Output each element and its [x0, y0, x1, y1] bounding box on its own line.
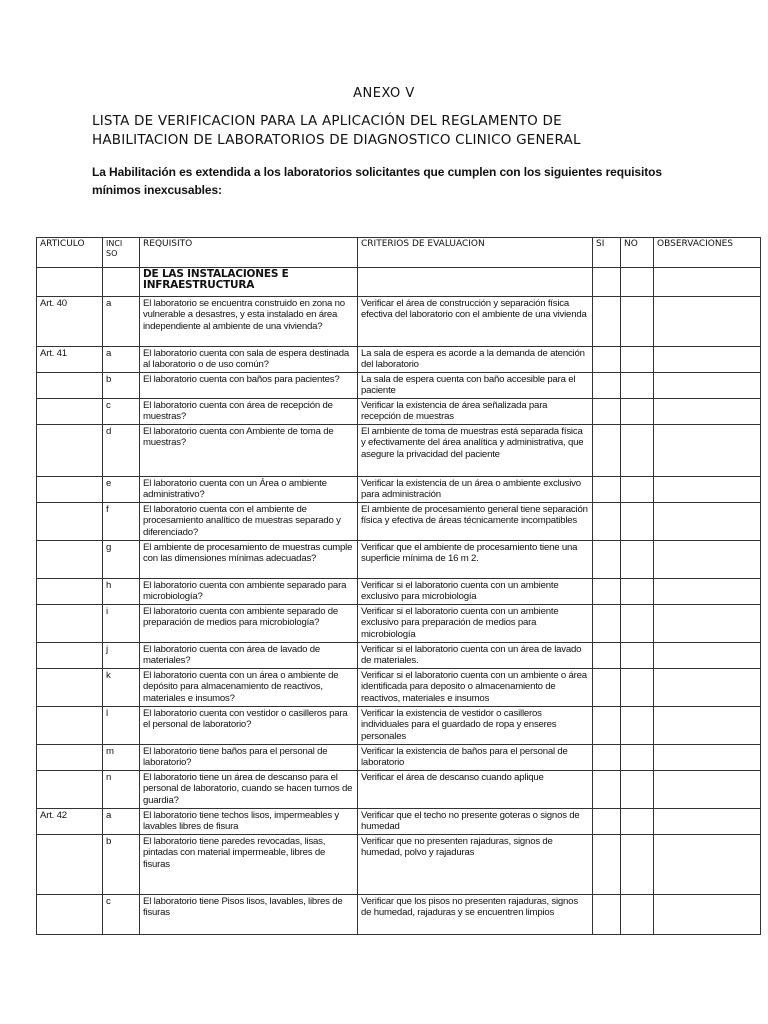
inciso-cell: a [103, 347, 140, 373]
section-empty-cell [593, 268, 621, 297]
observaciones-cell[interactable] [654, 297, 761, 347]
article-cell [37, 771, 103, 809]
section-empty-cell [654, 268, 761, 297]
title-line-1: LISTA DE VERIFICACION PARA LA APLICACIÓN DEL REGLAMENTO DE [92, 113, 562, 129]
requisito-cell: El laboratorio cuenta con baños para pacientes? [140, 373, 358, 399]
table-row [37, 503, 761, 541]
si-cell[interactable] [593, 373, 621, 399]
table-row [37, 347, 761, 373]
si-cell[interactable] [593, 425, 621, 477]
no-cell[interactable] [621, 669, 654, 707]
criterio-cell: La sala de espera cuenta con baño accesible para el paciente [358, 373, 593, 399]
article-cell [37, 669, 103, 707]
table-row [37, 669, 761, 707]
intro-paragraph: La Habilitación es extendida a los laboratorios solicitantes que cumplen con los siguientes requisitos mínimos inexcusables: [92, 165, 662, 197]
table-header-row [37, 238, 761, 268]
observaciones-cell[interactable] [654, 399, 761, 425]
criterio-cell: Verificar si el laboratorio cuenta con un área de lavado de materiales. [358, 643, 593, 669]
criterio-cell: Verificar el área de construcción y separación física efectiva del laboratorio con el ambiente de una vivienda [358, 297, 593, 347]
header-observaciones: OBSERVACIONES [654, 238, 761, 268]
criterio-cell: Verificar si el laboratorio cuenta con un ambiente o área identificada para deposito o almacenamiento de reactivos, materiales e insumos [358, 669, 593, 707]
no-cell[interactable] [621, 771, 654, 809]
section-empty-cell [358, 268, 593, 297]
no-cell[interactable] [621, 707, 654, 745]
observaciones-cell[interactable] [654, 477, 761, 503]
verification-table [36, 237, 761, 935]
inciso-cell: m [103, 745, 140, 771]
criterio-cell: Verificar si el laboratorio cuenta con un ambiente exclusivo para microbiología [358, 579, 593, 605]
inciso-cell: c [103, 895, 140, 935]
inciso-cell: j [103, 643, 140, 669]
table-row [37, 541, 761, 579]
si-cell[interactable] [593, 771, 621, 809]
no-cell[interactable] [621, 605, 654, 643]
si-cell[interactable] [593, 895, 621, 935]
no-cell[interactable] [621, 745, 654, 771]
inciso-cell: l [103, 707, 140, 745]
article-cell [37, 707, 103, 745]
table-row [37, 425, 761, 477]
observaciones-cell[interactable] [654, 579, 761, 605]
no-cell[interactable] [621, 297, 654, 347]
article-cell [37, 541, 103, 579]
inciso-cell: k [103, 669, 140, 707]
criterio-cell: La sala de espera es acorde a la demanda de atención del laboratorio [358, 347, 593, 373]
header-requisito: REQUISITO [140, 238, 358, 268]
observaciones-cell[interactable] [654, 643, 761, 669]
observaciones-cell[interactable] [654, 373, 761, 399]
criterio-cell: Verificar que el techo no presente goteras o signos de humedad [358, 809, 593, 835]
article-cell [37, 425, 103, 477]
requisito-cell: El ambiente de procesamiento de muestras cumple con las dimensiones mínimas adecuadas? [140, 541, 358, 579]
header-no: NO [621, 238, 654, 268]
requisito-cell: El laboratorio se encuentra construido en zona no vulnerable a desastres, y esta instalado en área independiente al ambiente de una vivienda? [140, 297, 358, 347]
si-cell[interactable] [593, 541, 621, 579]
criterio-cell: Verificar la existencia de área señalizada para recepción de muestras [358, 399, 593, 425]
si-cell[interactable] [593, 707, 621, 745]
article-cell [37, 895, 103, 935]
requisito-cell: El laboratorio tiene paredes revocadas, lisas, pintadas con material impermeable, libres de fisuras [140, 835, 358, 895]
header-articulo: ARTICULO [37, 238, 103, 268]
inciso-cell: h [103, 579, 140, 605]
si-cell[interactable] [593, 399, 621, 425]
requisito-cell: El laboratorio tiene un área de descanso para el personal de laboratorio, cuando se hacen turnos de guardia? [140, 771, 358, 809]
article-cell [37, 579, 103, 605]
observaciones-cell[interactable] [654, 895, 761, 935]
annex-title: ANEXO V [353, 86, 415, 101]
article-cell: Art. 40 [37, 297, 103, 347]
criterio-cell: Verificar la existencia de un área o ambiente exclusivo para administración [358, 477, 593, 503]
requisito-cell: El laboratorio cuenta con área de lavado de materiales? [140, 643, 358, 669]
inciso-cell: e [103, 477, 140, 503]
table-row [37, 707, 761, 745]
article-cell: Art. 41 [37, 347, 103, 373]
inciso-cell: a [103, 297, 140, 347]
observaciones-cell[interactable] [654, 771, 761, 809]
article-cell [37, 605, 103, 643]
requisito-cell: El laboratorio cuenta con ambiente separado de preparación de medios para microbiología? [140, 605, 358, 643]
criterio-cell: Verificar que los pisos no presenten rajaduras, signos de humedad, rajaduras y se encuentren limpios [358, 895, 593, 935]
table-row [37, 477, 761, 503]
inciso-cell: n [103, 771, 140, 809]
criterio-cell: Verificar la existencia de baños para el personal de laboratorio [358, 745, 593, 771]
requisito-cell: El laboratorio cuenta con Ambiente de toma de muestras? [140, 425, 358, 477]
article-cell: Art. 42 [37, 809, 103, 835]
observaciones-cell[interactable] [654, 347, 761, 373]
requisito-cell: El laboratorio cuenta con sala de espera destinada al laboratorio o de uso común? [140, 347, 358, 373]
no-cell[interactable] [621, 643, 654, 669]
si-cell[interactable] [593, 347, 621, 373]
no-cell[interactable] [621, 809, 654, 835]
requisito-cell: El laboratorio tiene baños para el personal de laboratorio? [140, 745, 358, 771]
table-row [37, 835, 761, 895]
si-cell[interactable] [593, 809, 621, 835]
article-cell [37, 643, 103, 669]
requisito-cell: El laboratorio cuenta con vestidor o casilleros para el personal de laboratorio? [140, 707, 358, 745]
table-row [37, 809, 761, 835]
section-empty-cell [103, 268, 140, 297]
no-cell[interactable] [621, 503, 654, 541]
criterio-cell: Verificar la existencia de vestidor o casilleros individuales para el guardado de ropa y enseres personales [358, 707, 593, 745]
article-cell [37, 477, 103, 503]
no-cell[interactable] [621, 399, 654, 425]
observaciones-cell[interactable] [654, 809, 761, 835]
no-cell[interactable] [621, 425, 654, 477]
criterio-cell: El ambiente de toma de muestras está separada física y efectivamente del área analítica y administrativa, que asegure la privacidad del paciente [358, 425, 593, 477]
inciso-cell: a [103, 809, 140, 835]
inciso-cell: c [103, 399, 140, 425]
requisito-cell: El laboratorio tiene Pisos lisos, lavables, libres de fisuras [140, 895, 358, 935]
observaciones-cell[interactable] [654, 835, 761, 895]
si-cell[interactable] [593, 745, 621, 771]
table-row [37, 771, 761, 809]
inciso-cell: b [103, 835, 140, 895]
si-cell[interactable] [593, 605, 621, 643]
requisito-cell: El laboratorio cuenta con un área o ambiente de depósito para almacenamiento de reactivos, materiales e insumos? [140, 669, 358, 707]
inciso-cell: b [103, 373, 140, 399]
article-cell [37, 835, 103, 895]
no-cell[interactable] [621, 541, 654, 579]
observaciones-cell[interactable] [654, 605, 761, 643]
title-line-2: HABILITACION DE LABORATORIOS DE DIAGNOSTICO CLINICO GENERAL [92, 132, 581, 148]
criterio-cell: El ambiente de procesamiento general tiene separación física y efectiva de áreas técnicamente incompatibles [358, 503, 593, 541]
observaciones-cell[interactable] [654, 425, 761, 477]
requisito-cell: El laboratorio cuenta con área de recepción de muestras? [140, 399, 358, 425]
observaciones-cell[interactable] [654, 745, 761, 771]
requisito-cell: El laboratorio cuenta con un Área o ambiente administrativo? [140, 477, 358, 503]
inciso-cell: d [103, 425, 140, 477]
requisito-cell: El laboratorio cuenta con ambiente separado para microbiología? [140, 579, 358, 605]
criterio-cell: Verificar si el laboratorio cuenta con un ambiente exclusivo para preparación de medios para microbiología [358, 605, 593, 643]
section-empty-cell [37, 268, 103, 297]
header-criterios: CRITERIOS DE EVALUACION [358, 238, 593, 268]
article-cell [37, 373, 103, 399]
table-row [37, 895, 761, 935]
criterio-cell: Verificar el área de descanso cuando aplique [358, 771, 593, 809]
no-cell[interactable] [621, 477, 654, 503]
inciso-cell: i [103, 605, 140, 643]
table-row [37, 373, 761, 399]
section-row [37, 268, 761, 297]
table-row [37, 745, 761, 771]
no-cell[interactable] [621, 835, 654, 895]
section-title: DE LAS INSTALACIONES E INFRAESTRUCTURA [140, 268, 358, 297]
no-cell[interactable] [621, 579, 654, 605]
observaciones-cell[interactable] [654, 707, 761, 745]
si-cell[interactable] [593, 579, 621, 605]
si-cell[interactable] [593, 297, 621, 347]
si-cell[interactable] [593, 669, 621, 707]
no-cell[interactable] [621, 373, 654, 399]
no-cell[interactable] [621, 895, 654, 935]
article-cell [37, 399, 103, 425]
si-cell[interactable] [593, 643, 621, 669]
si-cell[interactable] [593, 835, 621, 895]
inciso-cell: g [103, 541, 140, 579]
table-row [37, 297, 761, 347]
document-title [92, 112, 581, 150]
requisito-cell: El laboratorio cuenta con el ambiente de procesamiento analítico de muestras separado y diferenciado? [140, 503, 358, 541]
si-cell[interactable] [593, 503, 621, 541]
requisito-cell: El laboratorio tiene techos lisos, impermeables y lavables libres de fisura [140, 809, 358, 835]
header-si: SI [593, 238, 621, 268]
inciso-cell: f [103, 503, 140, 541]
criterio-cell: Verificar que el ambiente de procesamiento tiene una superficie mínima de 16 m 2. [358, 541, 593, 579]
article-cell [37, 503, 103, 541]
no-cell[interactable] [621, 347, 654, 373]
table-body [37, 268, 761, 935]
observaciones-cell[interactable] [654, 503, 761, 541]
si-cell[interactable] [593, 477, 621, 503]
section-empty-cell [621, 268, 654, 297]
table-row [37, 605, 761, 643]
table-row [37, 643, 761, 669]
observaciones-cell[interactable] [654, 669, 761, 707]
observaciones-cell[interactable] [654, 541, 761, 579]
article-cell [37, 745, 103, 771]
criterio-cell: Verificar que no presenten rajaduras, signos de humedad, polvo y rajaduras [358, 835, 593, 895]
table-row [37, 399, 761, 425]
table-row [37, 579, 761, 605]
header-inciso: INCI SO [103, 238, 140, 268]
